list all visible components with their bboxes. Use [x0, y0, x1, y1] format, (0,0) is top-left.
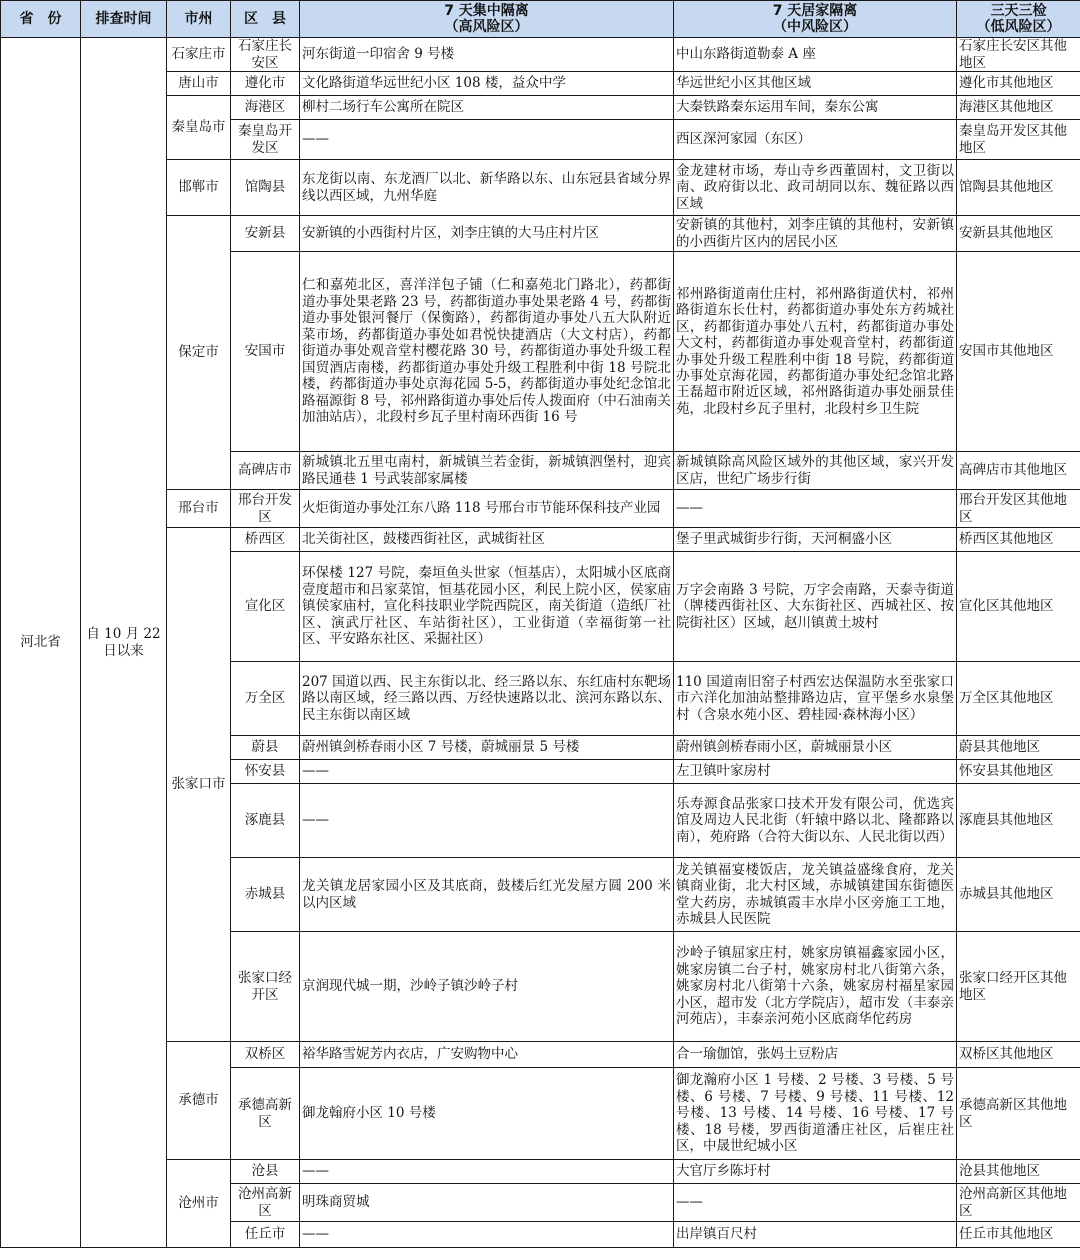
high-risk-cell: ——: [300, 1222, 674, 1248]
high-risk-cell: ——: [300, 1160, 674, 1184]
district-cell: 石家庄长安区: [231, 38, 300, 72]
low-risk-cell: 海港区其他地区: [957, 96, 1080, 120]
city-cell: 张家口市: [167, 528, 231, 1042]
province-cell: 河北省: [1, 38, 81, 1248]
header-province: 省 份: [1, 1, 81, 38]
city-cell: 承德市: [167, 1042, 231, 1160]
high-risk-cell: 北关街社区，鼓楼西街社区，武城街社区: [300, 528, 674, 552]
header-low-line2: （低风险区）: [976, 19, 1061, 35]
district-cell: 遵化市: [231, 72, 300, 96]
mid-risk-cell: 堡子里武城街步行街，天河桐盛小区: [674, 528, 957, 552]
low-risk-cell: 安新县其他地区: [957, 216, 1080, 252]
district-cell: 安新县: [231, 216, 300, 252]
high-risk-cell: 柳村二场行车公寓所在院区: [300, 96, 674, 120]
high-risk-cell: 文化路街道华远世纪小区 108 楼，益众中学: [300, 72, 674, 96]
header-mid-line2: （中风险区）: [773, 19, 857, 35]
header-mid-line1: 7 天居家隔离: [772, 2, 858, 19]
date-cell: 自 10 月 22 日以来: [81, 38, 167, 1248]
mid-risk-cell: 万字会南路 3 号院，万字会南路，天泰寺街道（牌楼西街社区、大东街社区、西城社区、按院街社区）区域，赵川镇黄土坡村: [674, 552, 957, 662]
low-risk-cell: 怀安县其他地区: [957, 760, 1080, 784]
high-risk-cell: 京润现代城一期，沙岭子镇沙岭子村: [300, 932, 674, 1042]
mid-risk-cell: 出岸镇百尺村: [674, 1222, 957, 1248]
district-cell: 馆陶县: [231, 160, 300, 216]
high-risk-cell: 207 国道以西、民主东街以北、经三路以东、东红庙村东靶场路以南区域，经三路以西、万经快速路以北、滨河东路以东、民主东街以南区域: [300, 662, 674, 736]
header-date: 排查时间: [81, 1, 167, 38]
district-cell: 沧县: [231, 1160, 300, 1184]
low-risk-cell: 馆陶县其他地区: [957, 160, 1080, 216]
high-risk-cell: 龙关镇龙居家园小区及其底商，鼓楼后红光发屋方圆 200 米以内区域: [300, 858, 674, 932]
high-risk-cell: 火炬街道办事处江东八路 118 号邢台市节能环保科技产业园: [300, 490, 674, 528]
district-cell: 张家口经开区: [231, 932, 300, 1042]
district-cell: 安国市: [231, 252, 300, 452]
low-risk-cell: 张家口经开区其他地区: [957, 932, 1080, 1042]
district-cell: 双桥区: [231, 1042, 300, 1068]
city-cell: 邯郸市: [167, 160, 231, 216]
header-district: 区 县: [231, 1, 300, 38]
district-cell: 赤城县: [231, 858, 300, 932]
header-row: [1, 1, 1080, 38]
high-risk-cell: 河东街道一印宿舍 9 号楼: [300, 38, 674, 72]
district-cell: 海港区: [231, 96, 300, 120]
high-risk-cell: 环保楼 127 号院，秦垣鱼头世家（恒基店），太阳城小区底商壹度超市和吕家菜馆，恒基花园小区，利民上院小区，侯家庙镇侯家庙村，宣化科技职业学院西院区，南关街道（造纸厂社区、演武厅社区、车站街社区），工业街道（幸福街第一社区、平安路东社区、采掘社区）: [300, 552, 674, 662]
high-risk-cell: 御龙翰府小区 10 号楼: [300, 1068, 674, 1160]
district-cell: 万全区: [231, 662, 300, 736]
city-cell: 秦皇岛市: [167, 96, 231, 160]
mid-risk-cell: 华远世纪小区其他区域: [674, 72, 957, 96]
low-risk-cell: 蔚县其他地区: [957, 736, 1080, 760]
header-low-risk: [957, 1, 1080, 38]
mid-risk-cell: 左卫镇叶家房村: [674, 760, 957, 784]
high-risk-cell: 仁和嘉苑北区，喜洋洋包子铺（仁和嘉苑北门路北），药都街道办事处果老路 23 号，药都街道办事处果老路 4 号，药都街道办事处银河餐厅（保衡路），药都街道办事处八五大队附近菜市场，药都街道办事处如君悦快捷酒店（大文村店），药都街道办事处观音堂村樱花路 30 号，药都街道办事处升级工程国贸酒店南楼，药都街道办事处升级工程胜利中街 18 号院北楼，药都街道办事处京海花园 5-5，药都街道办事处纪念馆北路福源街 8 号，祁州路街道办事处后传人拨面府（中石油南关加油站店），北段村乡瓦子里村南环西街 16 号: [300, 252, 674, 452]
district-cell: 高碑店市: [231, 452, 300, 490]
high-risk-cell: 安新镇的小西街村片区，刘李庄镇的大马庄村片区: [300, 216, 674, 252]
high-risk-cell: 蔚州镇剑桥春雨小区 7 号楼，蔚城丽景 5 号楼: [300, 736, 674, 760]
table-row: [1, 38, 1080, 72]
mid-risk-cell: 大秦铁路秦东运用车间，秦东公寓: [674, 96, 957, 120]
low-risk-cell: 安国市其他地区: [957, 252, 1080, 452]
mid-risk-cell: 西区深河家园（东区）: [674, 120, 957, 160]
district-cell: 秦皇岛开发区: [231, 120, 300, 160]
district-cell: 宣化区: [231, 552, 300, 662]
low-risk-cell: 涿鹿县其他地区: [957, 784, 1080, 858]
city-cell: 石家庄市: [167, 38, 231, 72]
low-risk-cell: 邢台开发区其他地区: [957, 490, 1080, 528]
high-risk-cell: 东龙街以南、东龙酒厂以北、新华路以东、山东冠县省域分界线以西区域，九州华庭: [300, 160, 674, 216]
district-cell: 邢台开发区: [231, 490, 300, 528]
city-cell: 唐山市: [167, 72, 231, 96]
mid-risk-cell: ——: [674, 490, 957, 528]
mid-risk-cell: 金龙建材市场，寿山寺乡西董固村，文卫街以南、政府街以北、政司胡同以东、魏征路以西区域: [674, 160, 957, 216]
high-risk-cell: 明珠商贸城: [300, 1184, 674, 1222]
low-risk-cell: 高碑店市其他地区: [957, 452, 1080, 490]
low-risk-cell: 沧州高新区其他地区: [957, 1184, 1080, 1222]
city-cell: 沧州市: [167, 1160, 231, 1248]
mid-risk-cell: 乐寿源食品张家口技术开发有限公司，优选宾馆及周边人民北街（轩辕中路以北、隆都路以南），苑府路（合符大街以东、人民北街以西）: [674, 784, 957, 858]
low-risk-cell: 任丘市其他地区: [957, 1222, 1080, 1248]
low-risk-cell: 双桥区其他地区: [957, 1042, 1080, 1068]
mid-risk-cell: 御龙瀚府小区 1 号楼、2 号楼、3 号楼、5 号楼、6 号楼、7 号楼、9 号楼、11 号楼、12 号楼、13 号楼、14 号楼、16 号楼、17 号楼、18 号楼，罗西街道潘庄社区，后崔庄社区，中晟世纪城小区: [674, 1068, 957, 1160]
low-risk-cell: 桥西区其他地区: [957, 528, 1080, 552]
header-city: 市州: [167, 1, 231, 38]
table-body: [1, 38, 1080, 1248]
header-high-risk: [300, 1, 674, 38]
city-cell: 保定市: [167, 216, 231, 490]
mid-risk-cell: 沙岭子镇屈家庄村，姚家房镇福鑫家园小区，姚家房镇二台子村，姚家房村北八街第六条，姚家房村北八街第十六条，姚家房村福星家园小区，超市发（北方学院店），超市发（丰泰亲河苑店），丰泰亲河苑小区底商华佗药房: [674, 932, 957, 1042]
low-risk-cell: 万全区其他地区: [957, 662, 1080, 736]
low-risk-cell: 承德高新区其他地区: [957, 1068, 1080, 1160]
low-risk-cell: 沧县其他地区: [957, 1160, 1080, 1184]
header-mid-risk: [674, 1, 957, 38]
low-risk-cell: 赤城县其他地区: [957, 858, 1080, 932]
district-cell: 任丘市: [231, 1222, 300, 1248]
district-cell: 蔚县: [231, 736, 300, 760]
mid-risk-cell: 祁州路街道南仕庄村，祁州路街道伏村，祁州路街道东长仕村，药都街道办事处东方药城社区，药都街道办事处八五村，药都街道办事处大文村，药都街道办事处观音堂村，药都街道办事处升级工程胜利中街 18 号院，药都街道办事处京海花园，药都街道办事处纪念馆北路王磊超市附近区域，祁州路街道办事处丽景佳苑，北段村乡瓦子里村，北段村乡卫生院: [674, 252, 957, 452]
mid-risk-cell: ——: [674, 1184, 957, 1222]
mid-risk-cell: 新城镇除高风险区域外的其他区域，家兴开发区店，世纪广场步行街: [674, 452, 957, 490]
mid-risk-cell: 安新镇的其他村，刘李庄镇的其他村，安新镇的小西街片区内的居民小区: [674, 216, 957, 252]
district-cell: 沧州高新区: [231, 1184, 300, 1222]
high-risk-cell: 新城镇北五里屯南村，新城镇兰若金街，新城镇泗堡村，迎宾路民通巷 1 号武装部家属楼: [300, 452, 674, 490]
district-cell: 承德高新区: [231, 1068, 300, 1160]
mid-risk-cell: 合一瑜伽馆，张妈土豆粉店: [674, 1042, 957, 1068]
district-cell: 桥西区: [231, 528, 300, 552]
district-cell: 涿鹿县: [231, 784, 300, 858]
mid-risk-cell: 龙关镇福宴楼饭店，龙关镇益盛缘食府，龙关镇商业街，北大村区域，赤城镇建国东街德医堂大药房，赤城镇霞丰水岸小区旁施工工地，赤城县人民医院: [674, 858, 957, 932]
header-high-line2: （高风险区）: [444, 19, 529, 35]
mid-risk-cell: 大官厅乡陈圩村: [674, 1160, 957, 1184]
high-risk-cell: ——: [300, 784, 674, 858]
city-cell: 邢台市: [167, 490, 231, 528]
district-cell: 怀安县: [231, 760, 300, 784]
mid-risk-cell: 中山东路街道勒泰 A 座: [674, 38, 957, 72]
high-risk-cell: 裕华路雪妮芳内衣店，广安购物中心: [300, 1042, 674, 1068]
high-risk-cell: ——: [300, 120, 674, 160]
low-risk-cell: 石家庄长安区其他地区: [957, 38, 1080, 72]
low-risk-cell: 宣化区其他地区: [957, 552, 1080, 662]
mid-risk-cell: 110 国道南旧窑子村西宏达保温防水至张家口市六洋化加油站整排路边店，宣平堡乡水泉堡村（含泉水苑小区、碧桂园·森林海小区）: [674, 662, 957, 736]
header-high-line1: 7 天集中隔离: [444, 2, 529, 19]
header-low-line1: 三天三检: [990, 2, 1047, 19]
mid-risk-cell: 蔚州镇剑桥春雨小区，蔚城丽景小区: [674, 736, 957, 760]
high-risk-cell: ——: [300, 760, 674, 784]
low-risk-cell: 遵化市其他地区: [957, 72, 1080, 96]
low-risk-cell: 秦皇岛开发区其他地区: [957, 120, 1080, 160]
